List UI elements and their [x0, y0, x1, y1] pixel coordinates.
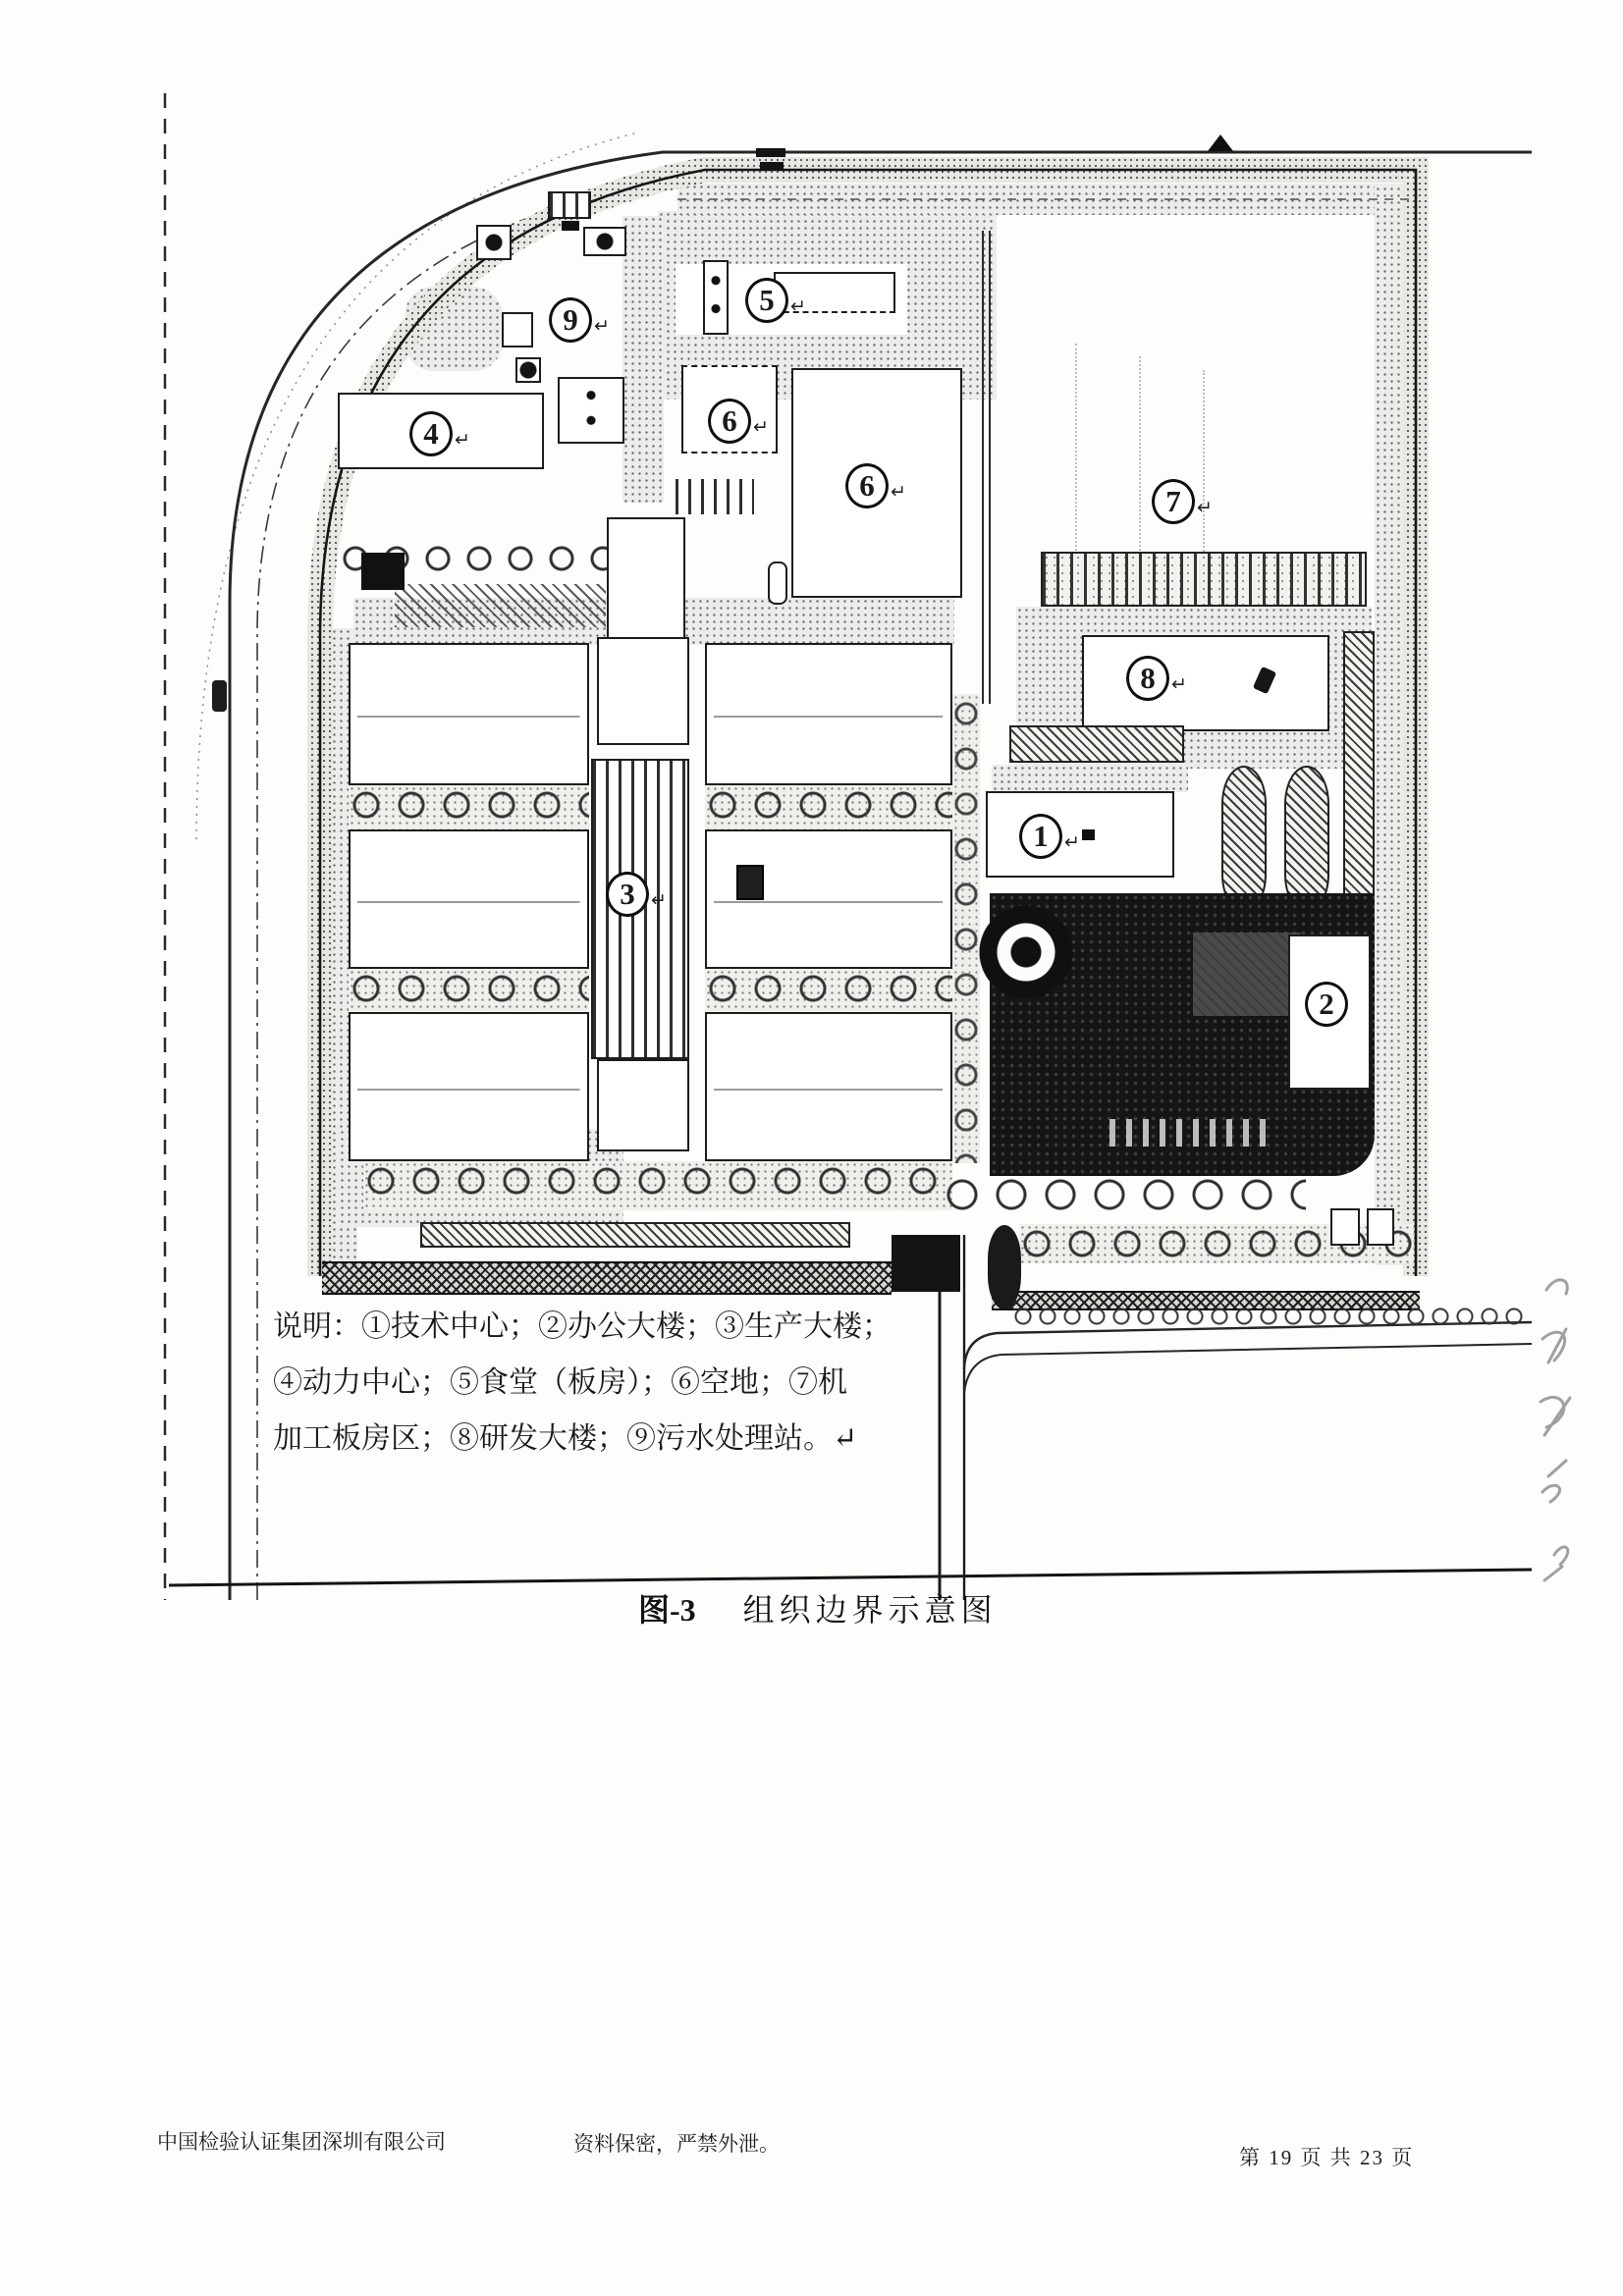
bottom-edge-line: [169, 1570, 1532, 1585]
guard-booth: [1330, 1208, 1360, 1246]
spine-tower: [607, 517, 685, 639]
parking-island: [1284, 766, 1329, 913]
hedge-strip: [420, 1222, 850, 1248]
plan-legend: [273, 1299, 950, 1467]
grid-guide-line: [1139, 356, 1143, 582]
gate-block: [892, 1235, 960, 1292]
return-mark: ↵: [891, 481, 906, 503]
parking-marks: [1109, 1119, 1276, 1147]
legend-line: ④动力中心；⑤食堂（板房）；⑥空地；⑦机: [273, 1366, 847, 1399]
marker-circle: 4: [409, 411, 453, 456]
marker-circle: 9: [549, 297, 592, 343]
building-marker-5: [745, 278, 806, 323]
treatment-structure: [583, 227, 626, 256]
marker-circle: 1: [1019, 814, 1062, 859]
building-marker-2: [1305, 982, 1348, 1027]
margin-scan-artifact: [1535, 1268, 1603, 1622]
treatment-structure: [502, 312, 533, 347]
spine-block: [597, 1059, 689, 1151]
guard-booth: [1367, 1208, 1394, 1246]
spine-block: [597, 637, 689, 745]
building-marker-9: [549, 297, 610, 343]
treatment-structure: [515, 357, 541, 383]
factory-hall: [349, 829, 589, 969]
marker-circle: 8: [1126, 656, 1169, 701]
rnd-building: [1082, 635, 1329, 731]
gate-island: [988, 1225, 1021, 1309]
plan-text-mark: [1082, 829, 1095, 840]
scan-mark: [756, 148, 785, 157]
marker-circle: 2: [1305, 982, 1348, 1027]
green-strip: [705, 969, 952, 1012]
building-marker-7: [1152, 479, 1213, 524]
building-marker-6a: [708, 399, 769, 444]
tree-strip: [363, 1161, 952, 1210]
scan-mark: [760, 162, 784, 170]
vehicle-mark: [212, 680, 227, 712]
green-strip: [349, 969, 589, 1012]
marker-circle: 6: [845, 463, 889, 508]
slope-hatch: [395, 584, 606, 627]
factory-hall: [705, 1012, 952, 1161]
return-mark: ↵: [1171, 673, 1187, 695]
boundary-arrow-mark: [1208, 134, 1233, 151]
building-marker-8: [1126, 656, 1187, 701]
return-mark: ↵: [753, 416, 769, 438]
tree-row: [943, 1175, 1306, 1222]
legend-line: 加工板房区；⑧研发大楼；⑨污水处理站。↵: [273, 1422, 858, 1455]
figure-title: 组织边界示意图: [742, 1592, 998, 1628]
treatment-structure: [476, 225, 512, 260]
marker-circle: 3: [606, 872, 649, 917]
return-mark: ↵: [455, 429, 470, 451]
return-mark: ↵: [1197, 497, 1213, 518]
panel-house-row: [1041, 552, 1367, 607]
parking-island: [1221, 766, 1267, 913]
footer-company: 中国检验认证集团深圳有限公司: [157, 2130, 446, 2154]
small-pavilion: [768, 561, 787, 605]
branch-road-edge: [964, 1344, 1532, 1393]
figure-number: 图-3: [638, 1592, 696, 1628]
building-marker-3: [606, 872, 667, 917]
marker-circle: 6: [708, 399, 751, 444]
gate-house: [548, 191, 591, 219]
footer-page-number: 第 19 页 共 23 页: [1239, 2146, 1415, 2169]
marker-circle: 5: [745, 278, 788, 323]
internal-road-line: [982, 231, 991, 704]
return-mark: ↵: [651, 889, 667, 911]
plan-dark-mark: [736, 865, 764, 900]
comb-hatch: [676, 479, 754, 514]
south-boundary-band: [322, 1261, 892, 1295]
site-plan-figure: [128, 93, 1532, 1628]
parking-strip: [1009, 725, 1184, 763]
return-mark: ↵: [594, 315, 610, 337]
grid-guide-line: [1203, 370, 1207, 571]
figure-caption: [638, 1585, 998, 1630]
canteen-annex: [703, 260, 729, 335]
return-mark: ↵: [1064, 831, 1080, 853]
factory-hall: [705, 643, 952, 785]
street-tree-row: [1011, 1307, 1526, 1328]
tech-center-building: [986, 791, 1174, 878]
gate-label-mark: [562, 221, 579, 231]
return-mark: ↵: [790, 295, 806, 317]
gate-block: [361, 553, 405, 590]
green-strip: [705, 785, 952, 829]
roundabout-fountain: [979, 905, 1073, 999]
marker-circle: 7: [1152, 479, 1195, 524]
building-marker-4: [409, 411, 470, 456]
parking-strip: [1343, 631, 1375, 921]
building-marker-6b: [845, 463, 906, 508]
factory-hall: [349, 1012, 589, 1161]
power-substation: [558, 377, 624, 444]
factory-hall: [349, 643, 589, 785]
footer-confidential: 资料保密，严禁外泄。: [573, 2132, 780, 2156]
office-roof-patch: [1193, 933, 1301, 1016]
legend-line: 说明：①技术中心；②办公大楼；③生产大楼；: [273, 1310, 892, 1343]
building-marker-1: [1019, 814, 1080, 859]
green-strip: [349, 785, 589, 829]
